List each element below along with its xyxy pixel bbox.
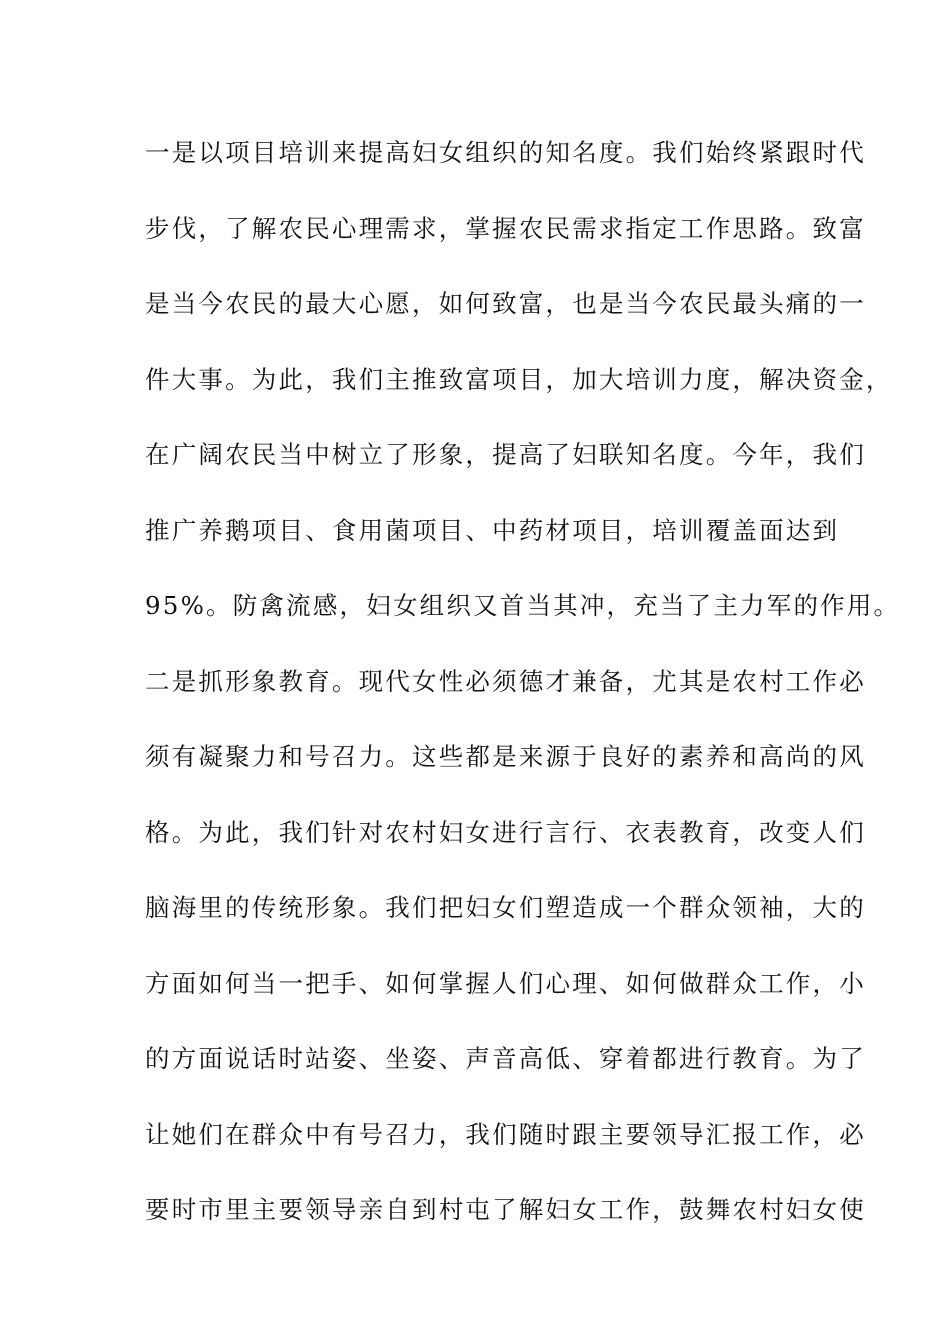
text-line: 推广养鹅项目、食用菌项目、中药材项目，培训覆盖面达到: [145, 515, 840, 545]
text-line: 方面如何当一把手、如何掌握人们心理、如何做群众工作，小: [145, 968, 866, 998]
text-line: 在广阔农民当中树立了形象，提高了妇联知名度。今年，我们: [145, 440, 866, 469]
text-line: 一是以项目培训来提高妇女组织的知名度。我们始终紧跟时代: [145, 138, 866, 167]
text-line: 步伐，了解农民心理需求，掌握农民需求指定工作思路。致富: [145, 213, 866, 243]
text-line: 二是抓形象教育。现代女性必须德才兼备，尤其是农村工作必: [145, 666, 866, 696]
text-line: 让她们在群众中有号召力，我们随时跟主要领导汇报工作，必: [145, 1119, 866, 1149]
text-line: 件大事。为此，我们主推致富项目，加大培训力度，解决资金，: [145, 364, 893, 394]
text-line: 的方面说话时站姿、坐姿、声音高低、穿着都进行教育。为了: [145, 1044, 866, 1073]
text-line: 要时市里主要领导亲自到村屯了解妇女工作，鼓舞农村妇女使: [145, 1195, 866, 1224]
text-line: 须有凝聚力和号召力。这些都是来源于良好的素养和高尚的风: [145, 742, 866, 771]
text-line: 是当今农民的最大心愿，如何致富，也是当今农民最头痛的一: [145, 289, 866, 318]
body-text: [145, 131, 901, 1264]
text-line: 脑海里的传统形象。我们把妇女们塑造成一个群众领袖，大的: [145, 893, 866, 922]
text-line: 95%。防禽流感，妇女组织又首当其冲，充当了主力军的作用。: [145, 591, 901, 620]
text-line: 格。为此，我们针对农村妇女进行言行、衣表教育，改变人们: [145, 817, 866, 847]
